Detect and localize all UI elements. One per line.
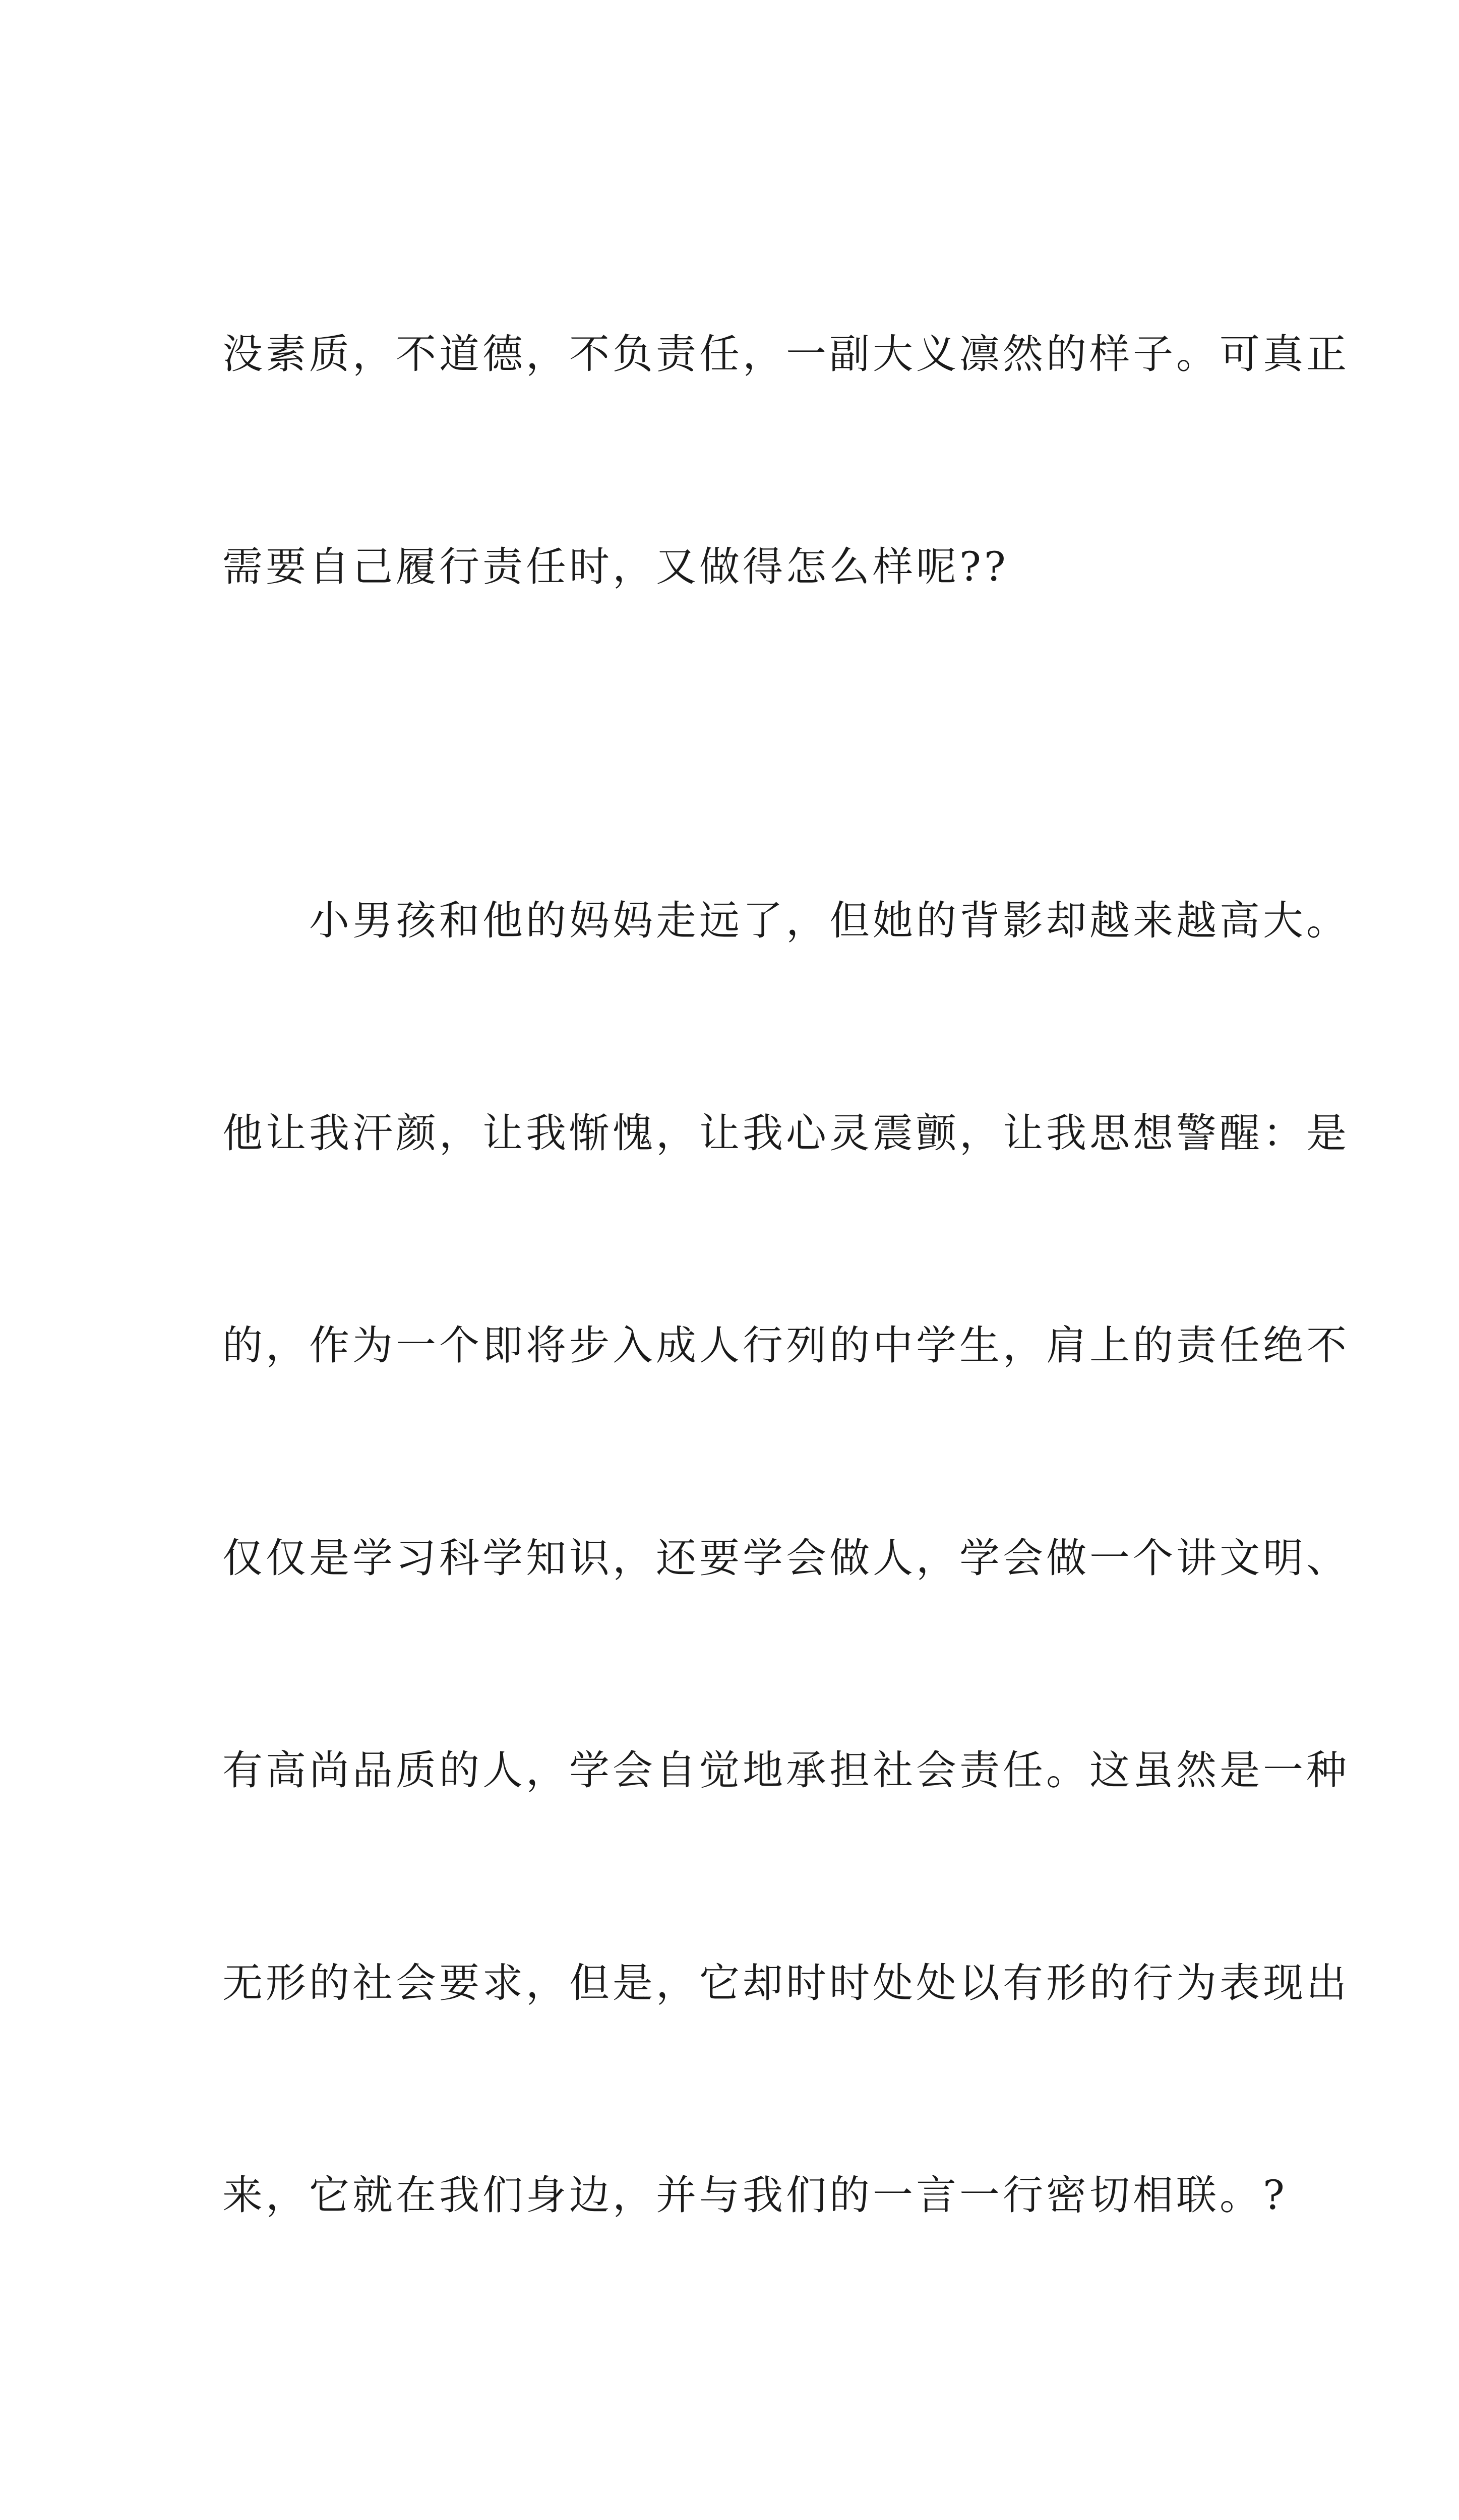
text-line: 需要自己履行责任时，又做得怎么样呢?? xyxy=(222,532,1236,603)
text-line: 有高尚品质的人，学会自觉地承担社会责任。这虽然是一种 xyxy=(222,1735,1236,1806)
text-line: 仅仅是学习科学知识，还要学会做人，学会做一个讲文明、 xyxy=(222,1523,1236,1594)
paragraph-1 xyxy=(222,177,1236,744)
text-line: 的，作为一个即将步入成人行列的中学生，肩上的责任绝不 xyxy=(222,1310,1236,1381)
text-line: 无形的社会要求，但是，它却时时处处以有形的行为表现出 xyxy=(222,1948,1236,2019)
body-text xyxy=(222,177,1236,2520)
paragraph-3 xyxy=(222,2373,1236,2520)
paragraph-2 xyxy=(222,744,1236,2373)
text-line: 来，它就在我们身边，并与我们的一言一行密切相联。? xyxy=(222,2160,1236,2231)
text-line: 他让我汗颜，让我惭愧，让我心灵震颤，让我思想警醒：是 xyxy=(222,1098,1236,1169)
text-line xyxy=(222,2514,1236,2520)
text-line: 没素质，不道德，不负责任，一副大义凛然的样子。可真正 xyxy=(222,319,1236,390)
text-line: 小男孩和他的妈妈走远了，但她的背影却越来越高大。 xyxy=(222,886,1236,957)
